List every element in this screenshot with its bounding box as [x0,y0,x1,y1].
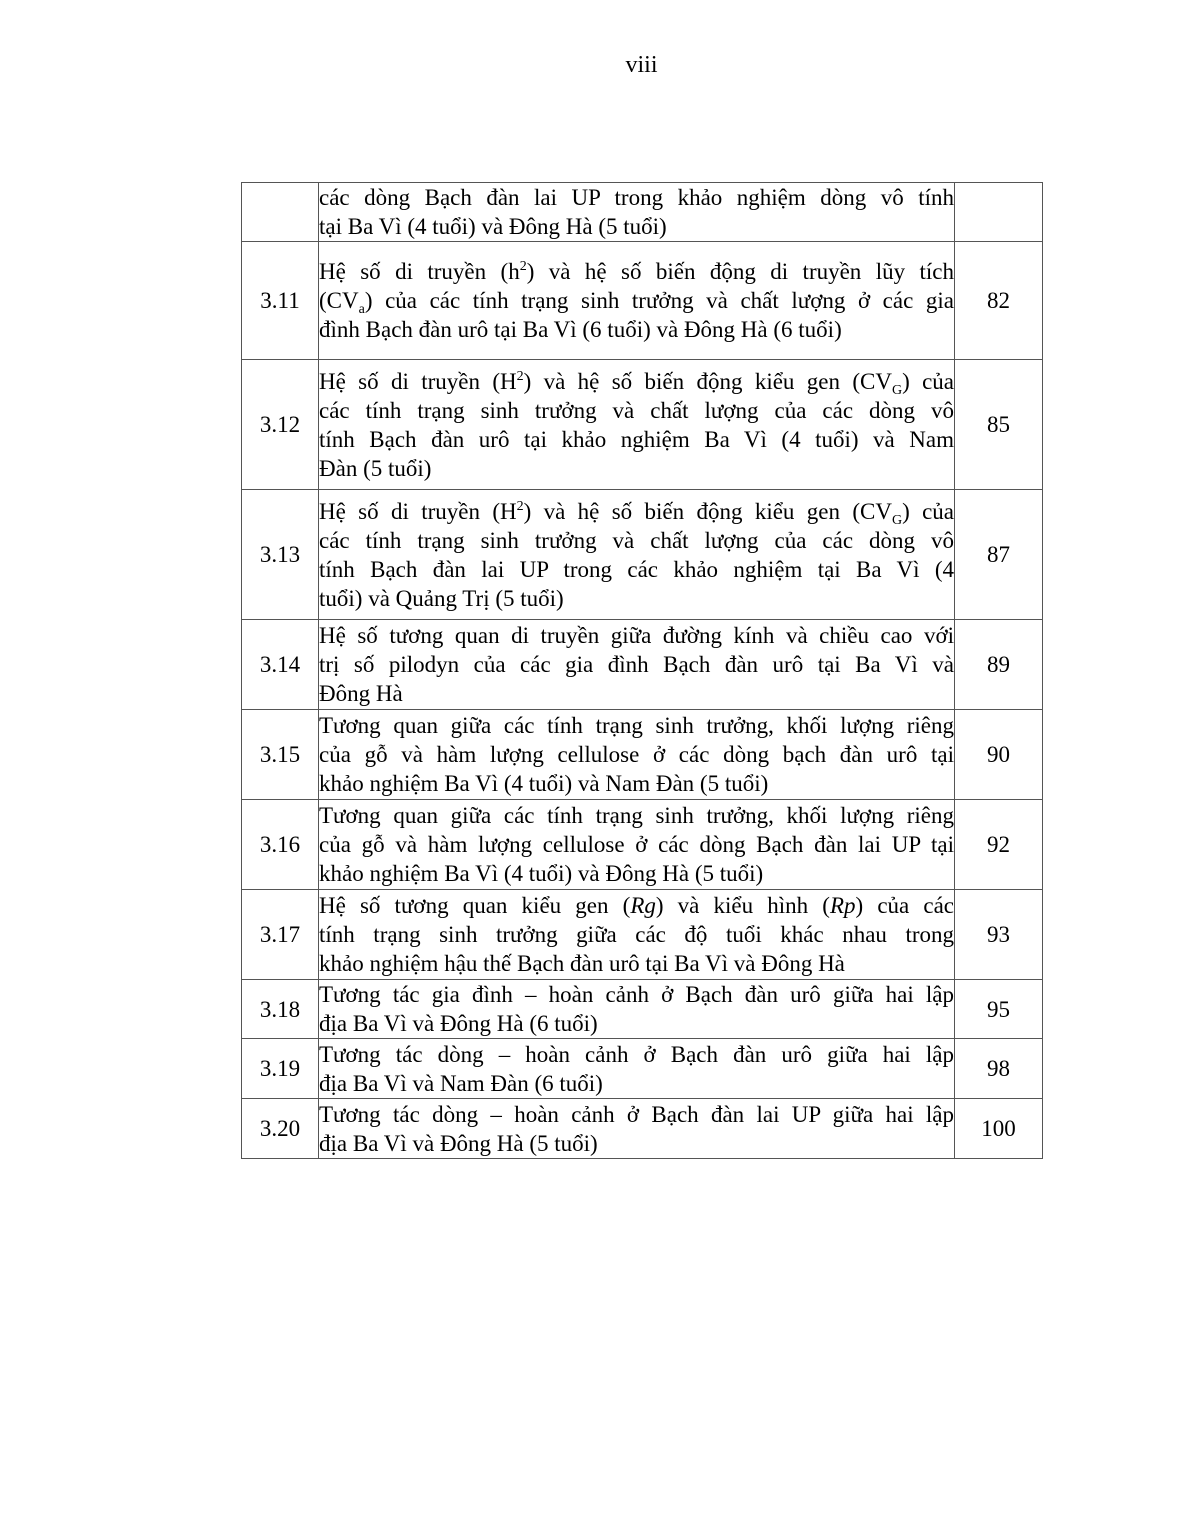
title-line [319,891,954,920]
table-number: 3.18 [242,980,319,1039]
table-of-contents [241,182,1043,1159]
subscript: G [891,512,903,528]
text-run: (CV [319,288,359,313]
table-title [319,710,955,800]
table-title [319,360,955,490]
title-line: Tương quan giữa các tính trạng sinh trưởng, khối lượng riêng [319,803,954,828]
toc-row [242,620,1043,710]
text-run: ) và hệ số biến động di truyền lũy tích [526,259,955,284]
title-line: Tương tác dòng – hoàn cảnh ở Bạch đàn lai UP giữa hai lập [319,1101,954,1127]
page-number: viii [625,52,658,78]
title-line: các dòng Bạch đàn lai UP trong khảo nghiệm dòng vô tính [319,185,954,210]
title-line [319,286,954,315]
title-line: khảo nghiệm Ba Vì (4 tuổi) và Nam Đàn (5 tuổi) [319,771,769,796]
text-run: ) và hệ số biến động kiểu gen (CV [523,368,892,394]
table-title [319,1099,955,1159]
page-ref: 89 [955,620,1043,710]
title-line: Tương tác gia đình – hoàn cảnh ở Bạch đàn urô giữa hai lập [319,982,954,1007]
table-number: 3.20 [242,1099,319,1159]
table-title [319,980,955,1039]
toc-row [242,800,1043,890]
toc-body [242,183,1043,1159]
table-number: 3.17 [242,890,319,980]
table-number: 3.15 [242,710,319,800]
page-ref: 90 [955,710,1043,800]
title-line: Hệ số tương quan di truyền giữa đường kính và chiều cao với [319,623,954,648]
page-ref: 93 [955,890,1043,980]
superscript: 2 [516,498,524,514]
page-ref: 82 [955,242,1043,360]
table-title [319,800,955,890]
toc-row [242,710,1043,800]
title-line [319,257,954,286]
title-line: trị số pilodyn của các gia đình Bạch đàn urô tại Ba Vì và [319,652,954,677]
title-line: Đàn (5 tuổi) [319,455,432,481]
text-run: ) của [902,368,955,394]
title-line: của gỗ và hàm lượng cellulose ở các dòng bạch đàn urô tại [319,742,954,767]
table-title [319,183,955,242]
italic-symbol: Rg [630,893,656,918]
text-run: Hệ số di truyền (H [319,368,517,394]
table-title [319,1039,955,1099]
italic-symbol: Rp [829,893,856,918]
table-number: 3.19 [242,1039,319,1099]
table-number [242,183,319,242]
title-line: đình Bạch đàn urô tại Ba Vì (6 tuổi) và Đông Hà (6 tuổi) [319,317,842,342]
title-line: Tương quan giữa các tính trạng sinh trưởng, khối lượng riêng [319,713,954,738]
table-title [319,490,955,620]
title-line: Đông Hà [319,681,403,706]
title-line: khảo nghiệm Ba Vì (4 tuổi) và Đông Hà (5 tuổi) [319,861,764,886]
toc-row [242,1039,1043,1099]
title-line: Tương tác dòng – hoàn cảnh ở Bạch đàn urô giữa hai lập [319,1041,954,1067]
table-number: 3.14 [242,620,319,710]
table-title [319,890,955,980]
toc-row [242,360,1043,490]
text-run: Hệ số di truyền (H [319,498,517,524]
title-line: tính Bạch đàn lai UP trong các khảo nghiệm tại Ba Vì (4 [319,556,954,582]
page-ref: 95 [955,980,1043,1039]
toc-row [242,1099,1043,1159]
text-run: Hệ số tương quan kiểu gen ( [319,893,631,918]
title-line: địa Ba Vì và Đông Hà (6 tuổi) [319,1011,598,1036]
page-ref [955,183,1043,242]
text-run: ) của các tính trạng sinh trưởng và chất lượng ở các gia [364,288,954,313]
title-line: khảo nghiệm hậu thế Bạch đàn urô tại Ba Vì và Đông Hà [319,951,845,976]
title-line: tại Ba Vì (4 tuổi) và Đông Hà (5 tuổi) [319,214,667,239]
page-ref: 87 [955,490,1043,620]
text-run: ) và hệ số biến động kiểu gen (CV [523,498,892,524]
title-line: các tính trạng sinh trưởng và chất lượng của các dòng vô [319,397,954,423]
superscript: 2 [516,368,524,384]
title-line: tuổi) và Quảng Trị (5 tuổi) [319,585,564,611]
title-line [319,497,954,526]
title-line [319,367,954,396]
text-run: ) của [902,498,955,524]
toc-row [242,183,1043,242]
title-line: các tính trạng sinh trưởng và chất lượng của các dòng vô [319,527,954,553]
title-line: tính trạng sinh trưởng giữa các độ tuổi khác nhau trong [319,922,954,947]
toc-row [242,490,1043,620]
page-ref: 100 [955,1099,1043,1159]
table-title [319,242,955,360]
toc-row [242,242,1043,360]
title-line: tính Bạch đàn urô tại khảo nghiệm Ba Vì (4 tuổi) và Nam [319,426,954,452]
table-number: 3.16 [242,800,319,890]
text-run: ) của các [855,893,954,918]
title-line: địa Ba Vì và Nam Đàn (6 tuổi) [319,1070,603,1096]
toc-row [242,890,1043,980]
toc-row [242,980,1043,1039]
subscript: G [891,382,903,398]
title-line: địa Ba Vì và Đông Hà (5 tuổi) [319,1130,598,1156]
table-title [319,620,955,710]
subscript: a [358,302,365,317]
page-ref: 85 [955,360,1043,490]
table-number: 3.13 [242,490,319,620]
page-ref: 98 [955,1039,1043,1099]
text-run: Hệ số di truyền (h [319,259,520,284]
text-run: ) và kiểu hình ( [655,893,830,918]
superscript: 2 [519,259,527,274]
table-number: 3.12 [242,360,319,490]
page-ref: 92 [955,800,1043,890]
table-number: 3.11 [242,242,319,360]
title-line: của gỗ và hàm lượng cellulose ở các dòng Bạch đàn lai UP tại [319,832,954,857]
